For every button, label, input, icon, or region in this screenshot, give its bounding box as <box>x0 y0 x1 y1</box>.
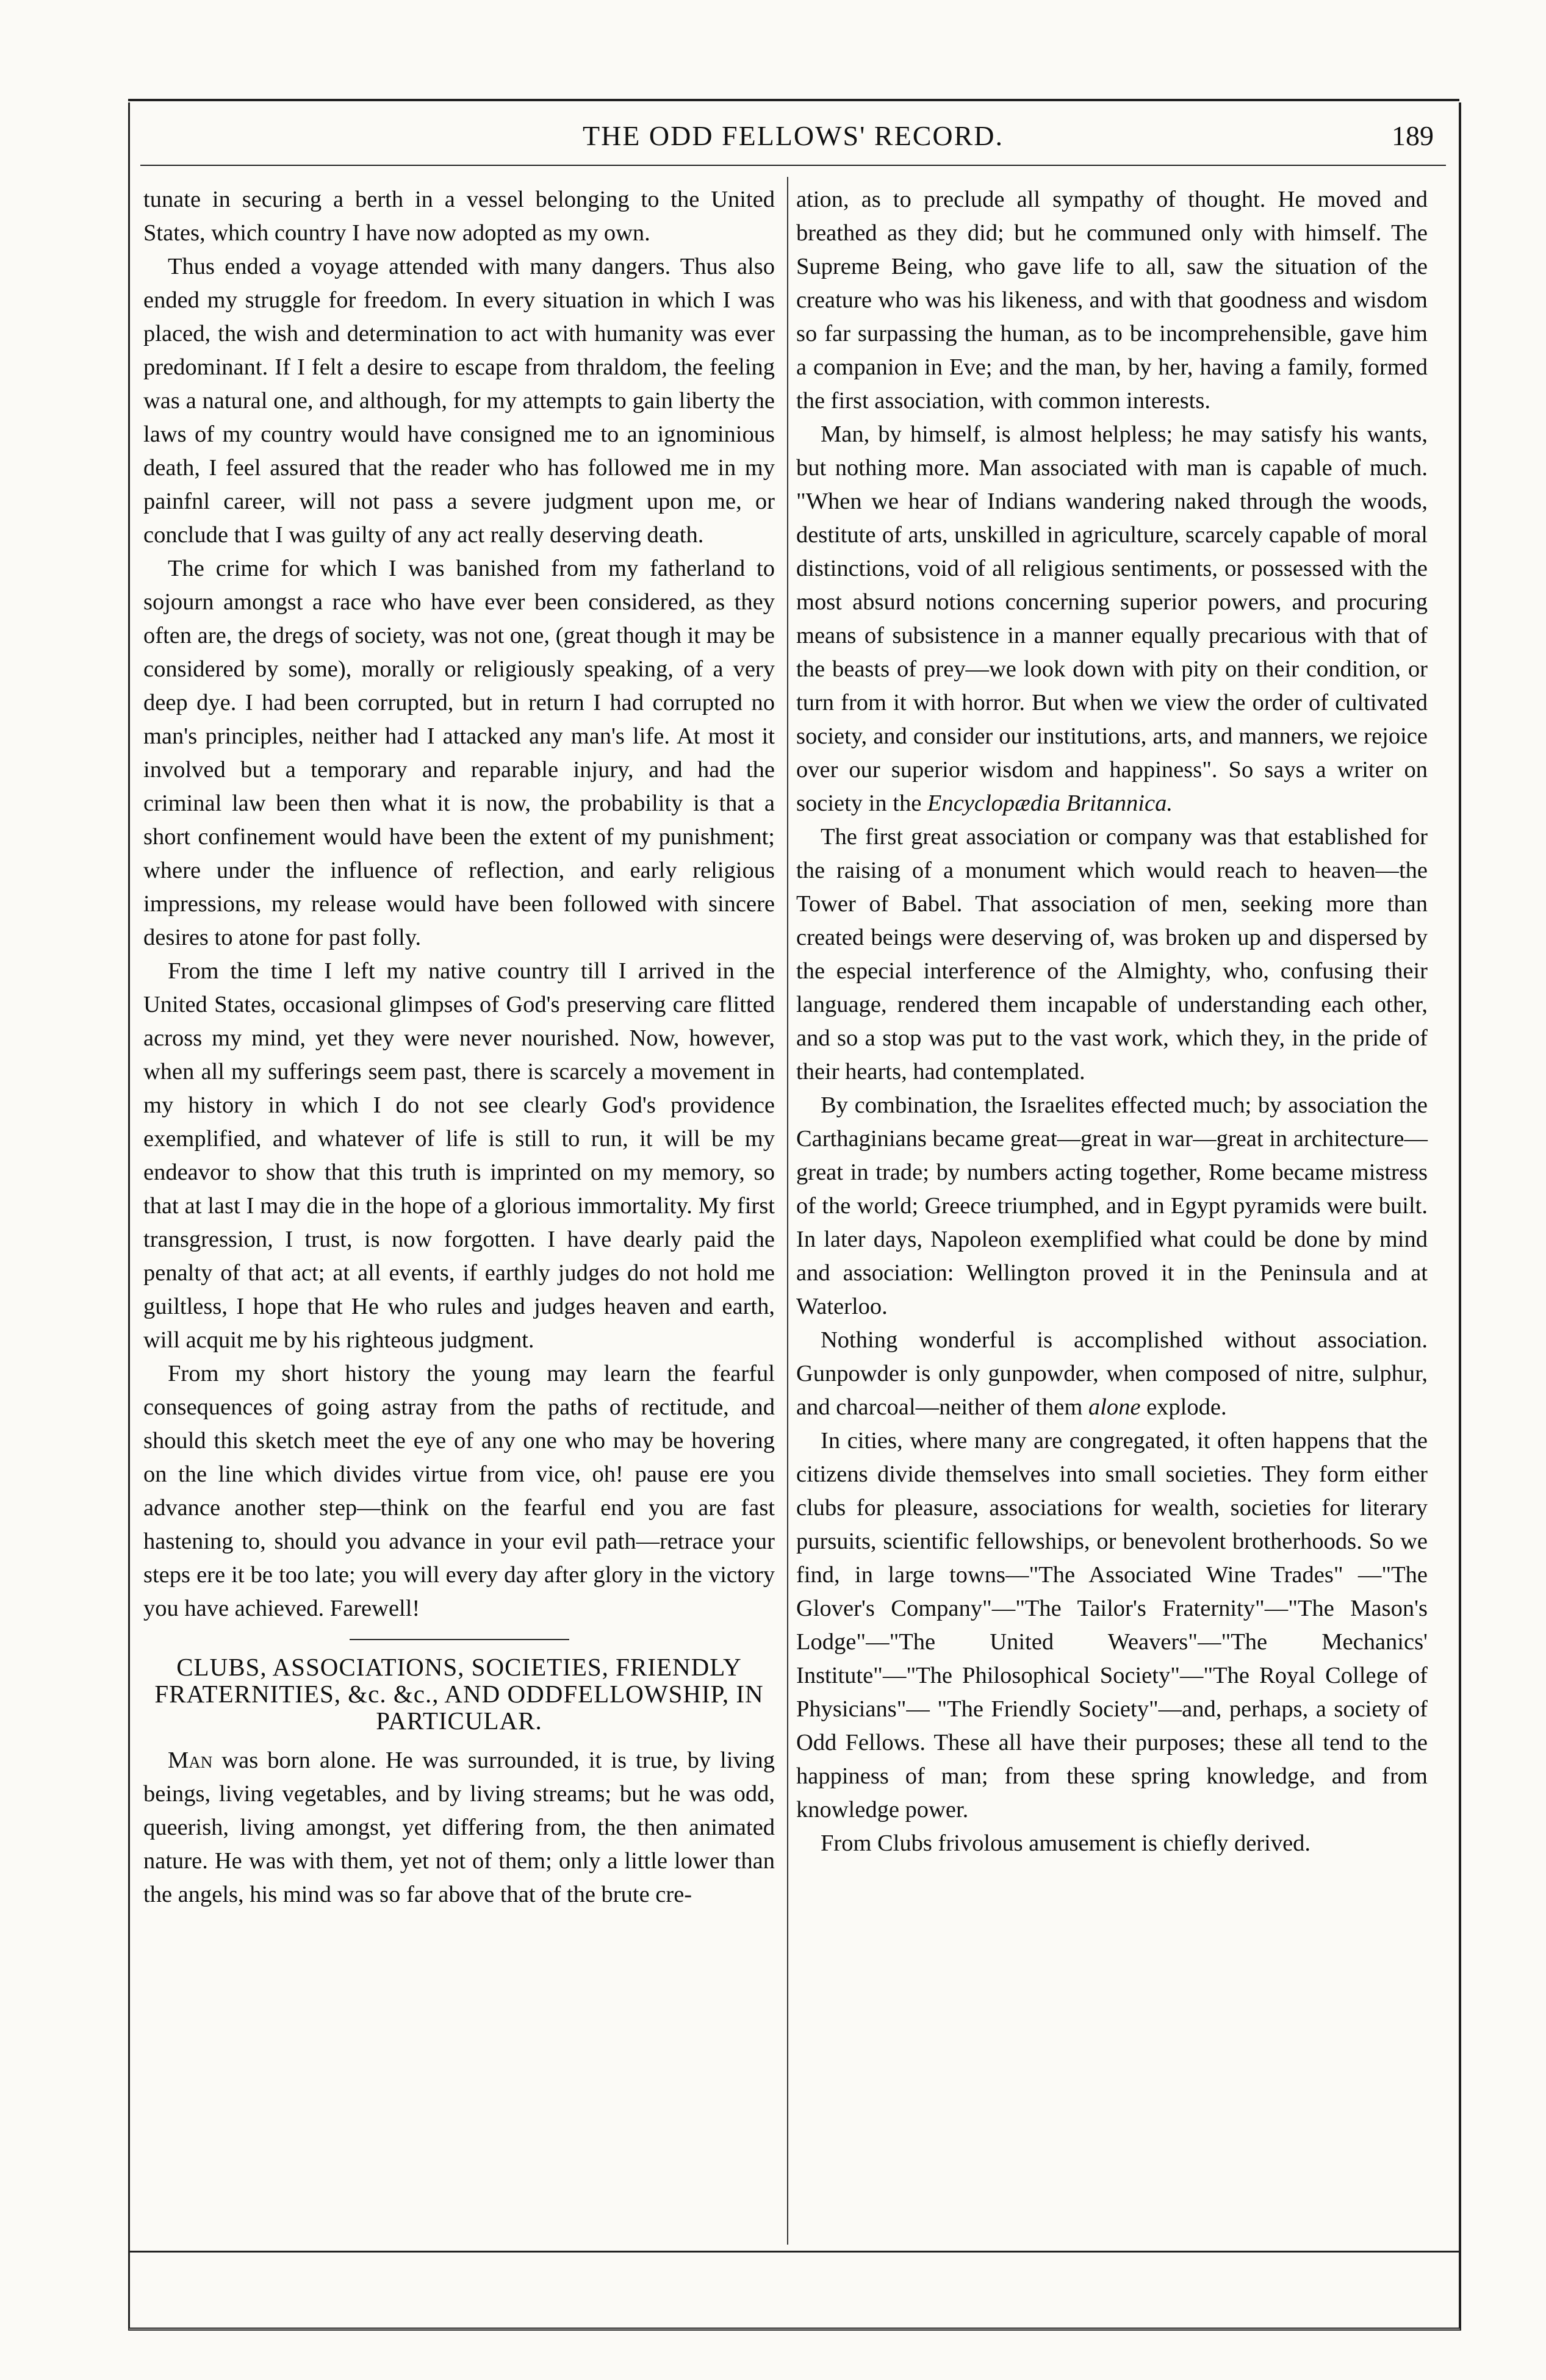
paragraph <box>796 418 1428 820</box>
bottom-rule <box>128 2251 1459 2253</box>
left-column <box>143 183 775 1912</box>
page-header <box>140 120 1446 168</box>
paragraph: From my short history the young may learn the fearful consequences of going astray from the paths of rectitude, and should this sketch meet the eye of any one who may be hovering on the line which divides virtue from vice, oh! pause ere you advance another step—think on the fearful end you are fast hastening to, should you advance in your evil path—retrace your steps ere it be too late; you will every day after glory in the victory you have achieved. Farewell! <box>143 1361 775 1621</box>
paragraph: From the time I left my native country till I arrived in the United States, occasional glimpses of God's preserving care flitted across my mind, yet they were never nourished. Now, however, when all my sufferings seem past, there is scarcely a movement in my history in which I do not see clearly God's providence exemplified, and whatever of life is still to run, it will be my endeavor to show that this truth is imprinted on my memory, so that at last I may die in the hope of a glorious immortality. My first transgression, I trust, is now forgotten. I have dearly paid the penalty of that act; at all events, if earthly judges do not hold me guiltless, I hope that He who rules and judges heaven and earth, will acquit me by his righteous judgment. <box>143 958 775 1353</box>
section-separator <box>350 1639 569 1640</box>
column-divider <box>787 177 788 2245</box>
section-title: CLUBS, ASSOCIATIONS, SOCIETIES, FRIENDLY FRATERNITIES, &c. &c., AND ODDFELLOWSHIP, IN PARTICULAR. <box>154 1653 764 1735</box>
paragraph <box>143 1744 775 1912</box>
paragraph: From Clubs frivolous amusement is chiefly derived. <box>821 1830 1311 1856</box>
paragraph: Thus ended a voyage attended with many dangers. Thus also ended my struggle for freedom. In every situation in which I was placed, the wish and determination to act with humanity was ever predominant. If I felt a desire to escape from thraldom, the feeling was a natural one, and although, for my attempts to gain liberty the laws of my country would have consigned me to an ignominious death, I feel assured that the reader who has followed me in my painfnl career, will not pass a severe judgment upon me, or conclude that I was guilty of any act really deserving death. <box>143 254 775 548</box>
citation: Encyclopædia Britannica. <box>927 790 1173 816</box>
paragraph: ation, as to preclude all sympathy of thought. He moved and breathed as they did; but he communed only with himself. The Supreme Being, who gave life to all, saw the situation of the creature who was his likeness, and with that goodness and wisdom so far surpassing the human, as to be incomprehensible, gave him a companion in Eve; and the man, by her, having a family, formed the first association, with common interests. <box>796 187 1428 414</box>
paragraph-text: Nothing wonderful is accomplished without association. Gunpowder is only gunpowder, when composed of nitre, sulphur, and charcoal—neither of them <box>796 1327 1428 1420</box>
top-border-rule <box>128 99 1459 101</box>
emphasis: alone <box>1088 1394 1141 1420</box>
paragraph-text: Man, by himself, is almost helpless; he may satisfy his wants, but nothing more. Man associated with man is capable of much. "When we hear of Indians wandering naked through the woods, destitute of arts, unskilled in agriculture, scarcely capable of moral distinctions, void of all religious sentiments, or possessed with the most absurd notions concerning superior powers, and procuring means of subsistence in a manner equally precarious with that of the beasts of prey—we look down with pity on their condition, or turn from it with horror. But when we view the order of cultivated society, and consider our institutions, arts, and manners, we rejoice over our superior wisdom and happiness". So says a writer on society in the <box>796 421 1428 816</box>
paragraph: The first great association or company was that established for the raising of a monument which would reach to heaven—the Tower of Babel. That association of men, seeking more than created beings were deserving of, was broken up and dispersed by the especial interference of the Almighty, who, confusing their language, rendered them incapable of understanding each other, and so a stop was put to the vast work, which they, in the pride of their hearts, had contemplated. <box>796 824 1428 1084</box>
paragraph-text: was born alone. He was surrounded, it is true, by living beings, living vegetables, and by living streams; but he was odd, queerish, living amongst, yet differing from, the then animated nature. He was with them, yet not of them; only a little lower than the angels, his mind was so far above that of the brute cre- <box>143 1747 775 1907</box>
paragraph-text: explode. <box>1140 1394 1227 1420</box>
paragraph: By combination, the Israelites effected much; by association the Carthaginians became great—great in war—great in architecture—great in trade; by numbers acting together, Rome became mistress of the world; Greece triumphed, and in Egypt pyramids were built. In later days, Napoleon exemplified what could be done by mind and association: Wellington proved it in the Peninsula and at Waterloo. <box>796 1092 1428 1319</box>
drop-word: Man <box>168 1747 213 1773</box>
running-title: THE ODD FELLOWS' RECORD. <box>582 120 1004 151</box>
paragraph: The crime for which I was banished from my fatherland to sojourn amongst a race who have ever been considered, as they often are, the dregs of society, was not one, (great though it may be considered by some), morally or religiously speaking, of a very deep dye. I had been corrupted, but in return I had corrupted no man's principles, neither had I attacked any man's life. At most it involved but a temporary and reparable injury, and had the criminal law been then what it is now, the probability is that a short confinement would have been the extent of my punishment; where under the influence of reflection, and early religious impressions, my release would have been followed with sincere desires to atone for past folly. <box>143 556 775 950</box>
header-rule <box>140 165 1446 166</box>
paragraph: tunate in securing a berth in a vessel belonging to the United States, which country I have now adopted as my own. <box>143 187 775 246</box>
page-number: 189 <box>1392 120 1434 151</box>
paragraph <box>796 1324 1428 1424</box>
paragraph: In cities, where many are congregated, it often happens that the citizens divide themselves into small societies. They form either clubs for pleasure, associations for wealth, societies for literary pursuits, scientific fellowships, or benevolent brotherhoods. So we find, in large towns—"The Associated Wine Trades" —"The Glover's Company"—"The Tailor's Fraternity"—"The Mason's Lodge"—"The United Weavers"—"The Mechanics' Institute"—"The Philosophical Society"—"The Royal College of Physicians"— "The Friendly Society"—and, perhaps, a society of Odd Fellows. These all have their purposes; these all tend to the happiness of man; from these spring knowledge, and from knowledge power. <box>796 1428 1428 1823</box>
right-column <box>796 183 1428 1860</box>
